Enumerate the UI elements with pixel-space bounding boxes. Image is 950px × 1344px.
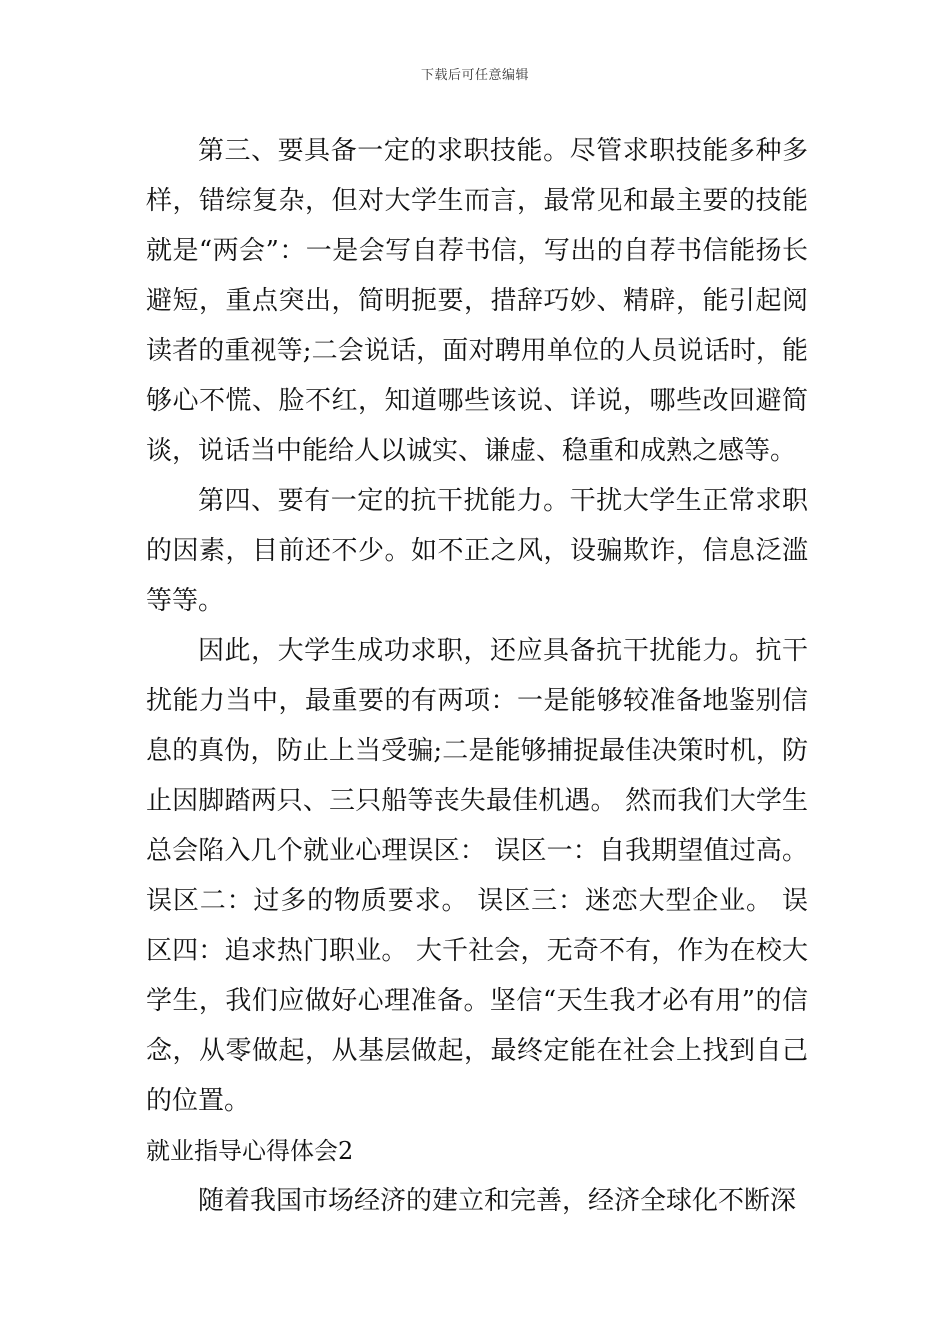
section-heading: 就业指导心得体会2 (146, 1137, 354, 1165)
paragraph-market-economy: 随着我国市场经济的建立和完善，经济全球化不断深 (198, 1186, 797, 1216)
document-body (146, 126, 808, 1226)
page-header: 下载后可任意编辑 (420, 68, 529, 83)
paragraph-misconceptions: 因此，大学生成功求职，还应具备抗干扰能力。抗干扰能力当中，最重要的有两项：一是能够较准备地鉴别信息的真伪，防止上当受骗;二是能够捕捉最佳决策时机，防止因脚踏两只、三只船等丧失最佳机遇。 然而我们大学生总会陷入几个就业心理误区： 误区一：自我期望值过高。 误区二：过多的物质要求。 误区三：迷恋大型企业。 误区四：追求热门职业。 大千社会，无奇不有，作为在校大学生，我们应做好心理准备。坚信“天生我才必有用”的信念，从零做起，从基层做起，最终定能在社会上找到自己的位置。 (146, 636, 808, 1116)
paragraph-anti-interference: 第四、要有一定的抗干扰能力。干扰大学生正常求职的因素，目前还不少。如不正之风，设骗欺诈，信息泛滥等等。 (146, 486, 808, 616)
paragraph-job-skills: 第三、要具备一定的求职技能。尽管求职技能多种多样，错综复杂，但对大学生而言，最常见和最主要的技能就是“两会”：一是会写自荐书信，写出的自荐书信能扬长避短，重点突出，简明扼要，措辞巧妙、精辟，能引起阅读者的重视等;二会说话，面对聘用单位的人员说话时，能够心不慌、脸不红，知道哪些该说、详说，哪些改回避简谈，说话当中能给人以诚实、谦虚、稳重和成熟之感等。 (146, 136, 808, 466)
